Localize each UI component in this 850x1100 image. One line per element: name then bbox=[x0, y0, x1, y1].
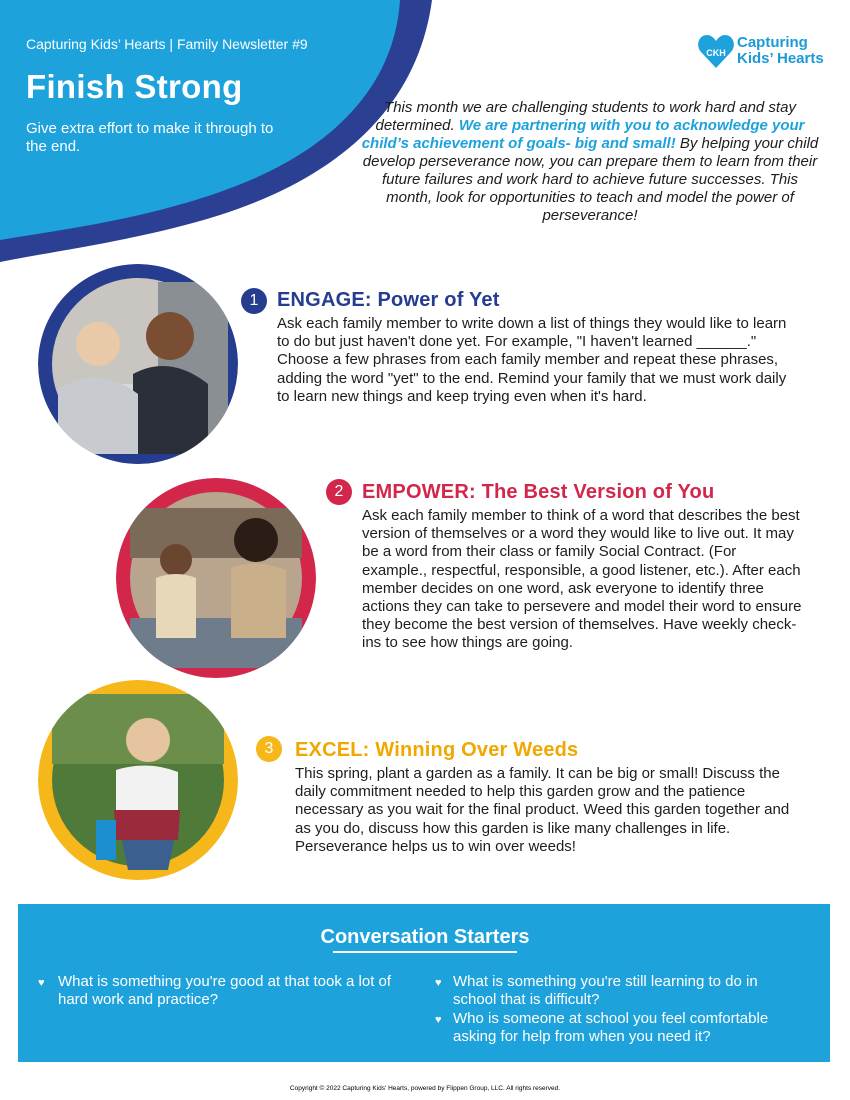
brand-name-line1: Capturing bbox=[737, 34, 808, 51]
intro-highlight: We are partnering with you to acknowledge your child’s achievement of goals- big and small! bbox=[361, 117, 805, 152]
heart-logo-icon bbox=[696, 32, 736, 72]
title-underline bbox=[333, 951, 517, 953]
section-3-body: This spring, plant a garden as a family. It can be big or small! Discuss the daily commitment needed to help this garden grow and the patience necessary as you wait for the final product. Weed this garden together and as you do, discuss how this garden is like many challenges in life. Perseverance helps us to win over weeds! bbox=[295, 765, 790, 855]
section-2-title: EMPOWER: The Best Version of You bbox=[362, 481, 715, 503]
empower-photo bbox=[116, 478, 316, 678]
brand-name bbox=[737, 35, 824, 67]
section-3-number: 3 bbox=[256, 736, 282, 762]
brand-name-line2: Kids’ Hearts bbox=[737, 50, 824, 67]
copyright-footer: Copyright © 2022 Capturing Kids' Hearts, powered by Flippen Group, LLC. All rights reserved. bbox=[289, 1085, 561, 1092]
heart-icon: ♥ bbox=[435, 977, 442, 989]
question-3: Who is someone at school you feel comfortable asking for help from when you need it? bbox=[453, 1010, 769, 1045]
intro-paragraph bbox=[360, 99, 820, 225]
section-1-title: ENGAGE: Power of Yet bbox=[277, 289, 500, 311]
page-title: Finish Strong bbox=[26, 68, 243, 105]
heart-icon: ♥ bbox=[38, 977, 45, 989]
question-2: What is something you're still learning to do in school that is difficult? bbox=[453, 973, 758, 1008]
excel-photo bbox=[38, 680, 238, 880]
section-3-title: EXCEL: Winning Over Weeds bbox=[295, 739, 579, 761]
heart-icon: ♥ bbox=[435, 1014, 442, 1026]
section-2-number: 2 bbox=[326, 479, 352, 505]
question-1: What is something you're good at that took a lot of hard work and practice? bbox=[58, 973, 392, 1008]
section-1-body: Ask each family member to write down a list of things they would like to learn to do but just haven't done yet. For example, "I haven't learned ______." Choose a few phrases from each family member and repeat these phrases, adding the word "yet" to the end. Remind your family that we must work daily to learn new things and keep trying even when it's hard. bbox=[277, 315, 787, 405]
engage-photo bbox=[38, 264, 238, 464]
page-subtitle: Give extra effort to make it through to the end. bbox=[26, 120, 274, 155]
logo-mark-text: CKH bbox=[706, 48, 726, 58]
section-1-number: 1 bbox=[241, 288, 267, 314]
intro-text-1: This month we are challenging students to work hard and stay determined. bbox=[375, 99, 796, 134]
section-2-body: Ask each family member to think of a word that describes the best version of themselves or a word they would like to live out. It may be a word from their class or family Social Contract. (For example., respectful, responsible, a good listener, etc.). After each member decides on one word, ask everyone to identify three actions they can take to persevere and model their word to ensure they become the best version of themselves. Have weekly check-ins to see how things are going. bbox=[362, 507, 802, 652]
newsletter-label: Capturing Kids’ Hearts | Family Newsletter #9 bbox=[26, 36, 308, 52]
conversation-starters-title: Conversation Starters bbox=[320, 926, 530, 948]
intro-text-2: By helping your child develop perseverance now, you can prepare them to learn from their future failures and work hard to achieve future successes. This month, look for opportunities to teach and model the power of perseverance! bbox=[362, 135, 819, 224]
